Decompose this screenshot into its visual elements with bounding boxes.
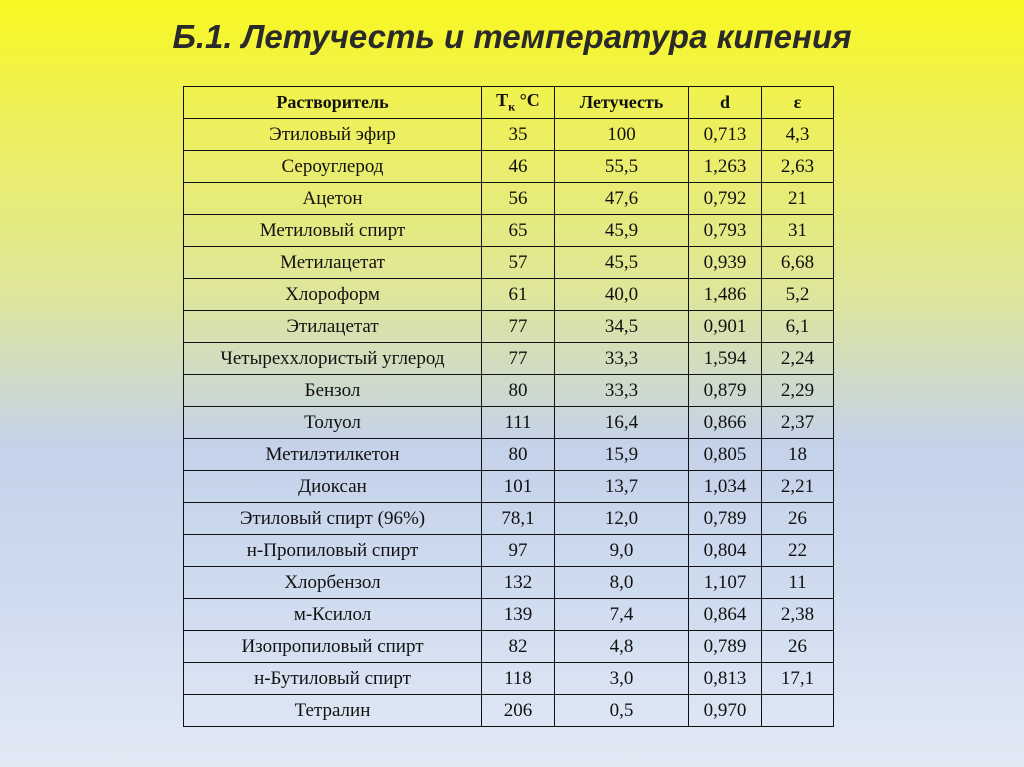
cell-boiling-point: 61 [482, 279, 555, 311]
cell-volatility: 100 [555, 119, 689, 151]
cell-volatility: 0,5 [555, 695, 689, 727]
cell-volatility: 3,0 [555, 663, 689, 695]
cell-boiling-point: 132 [482, 567, 555, 599]
cell-density: 1,594 [689, 343, 762, 375]
cell-density: 0,804 [689, 535, 762, 567]
cell-density: 0,970 [689, 695, 762, 727]
cell-epsilon: 2,21 [762, 471, 834, 503]
cell-volatility: 7,4 [555, 599, 689, 631]
cell-density: 0,866 [689, 407, 762, 439]
cell-solvent: н-Бутиловый спирт [184, 663, 482, 695]
header-bp-unit: °С [515, 90, 540, 111]
cell-volatility: 4,8 [555, 631, 689, 663]
cell-epsilon: 11 [762, 567, 834, 599]
cell-solvent: Диоксан [184, 471, 482, 503]
cell-solvent: Ацетон [184, 183, 482, 215]
cell-boiling-point: 82 [482, 631, 555, 663]
cell-boiling-point: 80 [482, 375, 555, 407]
cell-boiling-point: 78,1 [482, 503, 555, 535]
table-row [184, 599, 834, 631]
cell-epsilon: 22 [762, 535, 834, 567]
table-row [184, 151, 834, 183]
cell-volatility: 33,3 [555, 375, 689, 407]
cell-solvent: Метилэтилкетон [184, 439, 482, 471]
cell-boiling-point: 139 [482, 599, 555, 631]
cell-epsilon: 6,68 [762, 247, 834, 279]
cell-solvent: Тетралин [184, 695, 482, 727]
table-row [184, 407, 834, 439]
cell-solvent: Бензол [184, 375, 482, 407]
table-row [184, 695, 834, 727]
cell-solvent: Метилацетат [184, 247, 482, 279]
cell-volatility: 12,0 [555, 503, 689, 535]
table-row [184, 631, 834, 663]
cell-epsilon: 5,2 [762, 279, 834, 311]
cell-epsilon: 18 [762, 439, 834, 471]
table-row [184, 535, 834, 567]
cell-boiling-point: 35 [482, 119, 555, 151]
cell-epsilon: 2,63 [762, 151, 834, 183]
cell-volatility: 15,9 [555, 439, 689, 471]
cell-volatility: 55,5 [555, 151, 689, 183]
cell-boiling-point: 111 [482, 407, 555, 439]
table-header-row [184, 87, 834, 119]
table-row [184, 279, 834, 311]
cell-density: 0,793 [689, 215, 762, 247]
cell-boiling-point: 65 [482, 215, 555, 247]
cell-solvent: Метиловый спирт [184, 215, 482, 247]
header-volatility: Летучесть [555, 87, 689, 119]
cell-solvent: Этиловый эфир [184, 119, 482, 151]
cell-volatility: 34,5 [555, 311, 689, 343]
table-row [184, 247, 834, 279]
cell-volatility: 16,4 [555, 407, 689, 439]
cell-solvent: Этиловый спирт (96%) [184, 503, 482, 535]
cell-boiling-point: 101 [482, 471, 555, 503]
cell-epsilon: 2,37 [762, 407, 834, 439]
cell-solvent: Сероуглерод [184, 151, 482, 183]
table-row [184, 663, 834, 695]
table-row [184, 343, 834, 375]
cell-solvent: м-Ксилол [184, 599, 482, 631]
cell-boiling-point: 77 [482, 343, 555, 375]
table-row [184, 567, 834, 599]
table-row [184, 311, 834, 343]
header-boiling-point [482, 87, 555, 119]
cell-density: 0,713 [689, 119, 762, 151]
cell-epsilon: 2,38 [762, 599, 834, 631]
cell-solvent: Хлороформ [184, 279, 482, 311]
header-density: d [689, 87, 762, 119]
cell-volatility: 8,0 [555, 567, 689, 599]
cell-solvent: Толуол [184, 407, 482, 439]
cell-solvent: Этилацетат [184, 311, 482, 343]
cell-density: 0,805 [689, 439, 762, 471]
cell-epsilon: 17,1 [762, 663, 834, 695]
cell-volatility: 47,6 [555, 183, 689, 215]
solvent-table [183, 86, 834, 727]
cell-volatility: 45,5 [555, 247, 689, 279]
cell-solvent: Изопропиловый спирт [184, 631, 482, 663]
cell-epsilon: 21 [762, 183, 834, 215]
cell-boiling-point: 97 [482, 535, 555, 567]
cell-epsilon: 2,24 [762, 343, 834, 375]
cell-solvent: Четыреххлористый углерод [184, 343, 482, 375]
cell-epsilon: 2,29 [762, 375, 834, 407]
cell-density: 1,486 [689, 279, 762, 311]
cell-boiling-point: 80 [482, 439, 555, 471]
cell-density: 0,789 [689, 631, 762, 663]
cell-epsilon [762, 695, 834, 727]
table-row [184, 375, 834, 407]
table-row [184, 503, 834, 535]
cell-epsilon: 31 [762, 215, 834, 247]
cell-density: 0,813 [689, 663, 762, 695]
cell-density: 1,263 [689, 151, 762, 183]
cell-volatility: 40,0 [555, 279, 689, 311]
table-row [184, 439, 834, 471]
table-row [184, 215, 834, 247]
cell-density: 1,034 [689, 471, 762, 503]
cell-volatility: 9,0 [555, 535, 689, 567]
cell-density: 0,864 [689, 599, 762, 631]
table-row [184, 183, 834, 215]
cell-solvent: н-Пропиловый спирт [184, 535, 482, 567]
cell-boiling-point: 46 [482, 151, 555, 183]
cell-density: 0,789 [689, 503, 762, 535]
cell-volatility: 33,3 [555, 343, 689, 375]
cell-epsilon: 4,3 [762, 119, 834, 151]
cell-density: 0,939 [689, 247, 762, 279]
cell-density: 0,792 [689, 183, 762, 215]
cell-boiling-point: 56 [482, 183, 555, 215]
cell-volatility: 13,7 [555, 471, 689, 503]
cell-epsilon: 26 [762, 631, 834, 663]
header-bp-symbol: Т [496, 90, 509, 111]
cell-epsilon: 26 [762, 503, 834, 535]
cell-boiling-point: 57 [482, 247, 555, 279]
cell-density: 0,879 [689, 375, 762, 407]
cell-epsilon: 6,1 [762, 311, 834, 343]
header-solvent: Растворитель [184, 87, 482, 119]
cell-solvent: Хлорбензол [184, 567, 482, 599]
header-bp-subscript: к [508, 99, 516, 114]
cell-volatility: 45,9 [555, 215, 689, 247]
cell-boiling-point: 118 [482, 663, 555, 695]
table-row [184, 471, 834, 503]
cell-boiling-point: 77 [482, 311, 555, 343]
table-body [184, 119, 834, 727]
cell-boiling-point: 206 [482, 695, 555, 727]
cell-density: 1,107 [689, 567, 762, 599]
slide-title: Б.1. Летучесть и температура кипения [172, 18, 852, 55]
header-epsilon: ε [762, 87, 834, 119]
table-row [184, 119, 834, 151]
cell-density: 0,901 [689, 311, 762, 343]
